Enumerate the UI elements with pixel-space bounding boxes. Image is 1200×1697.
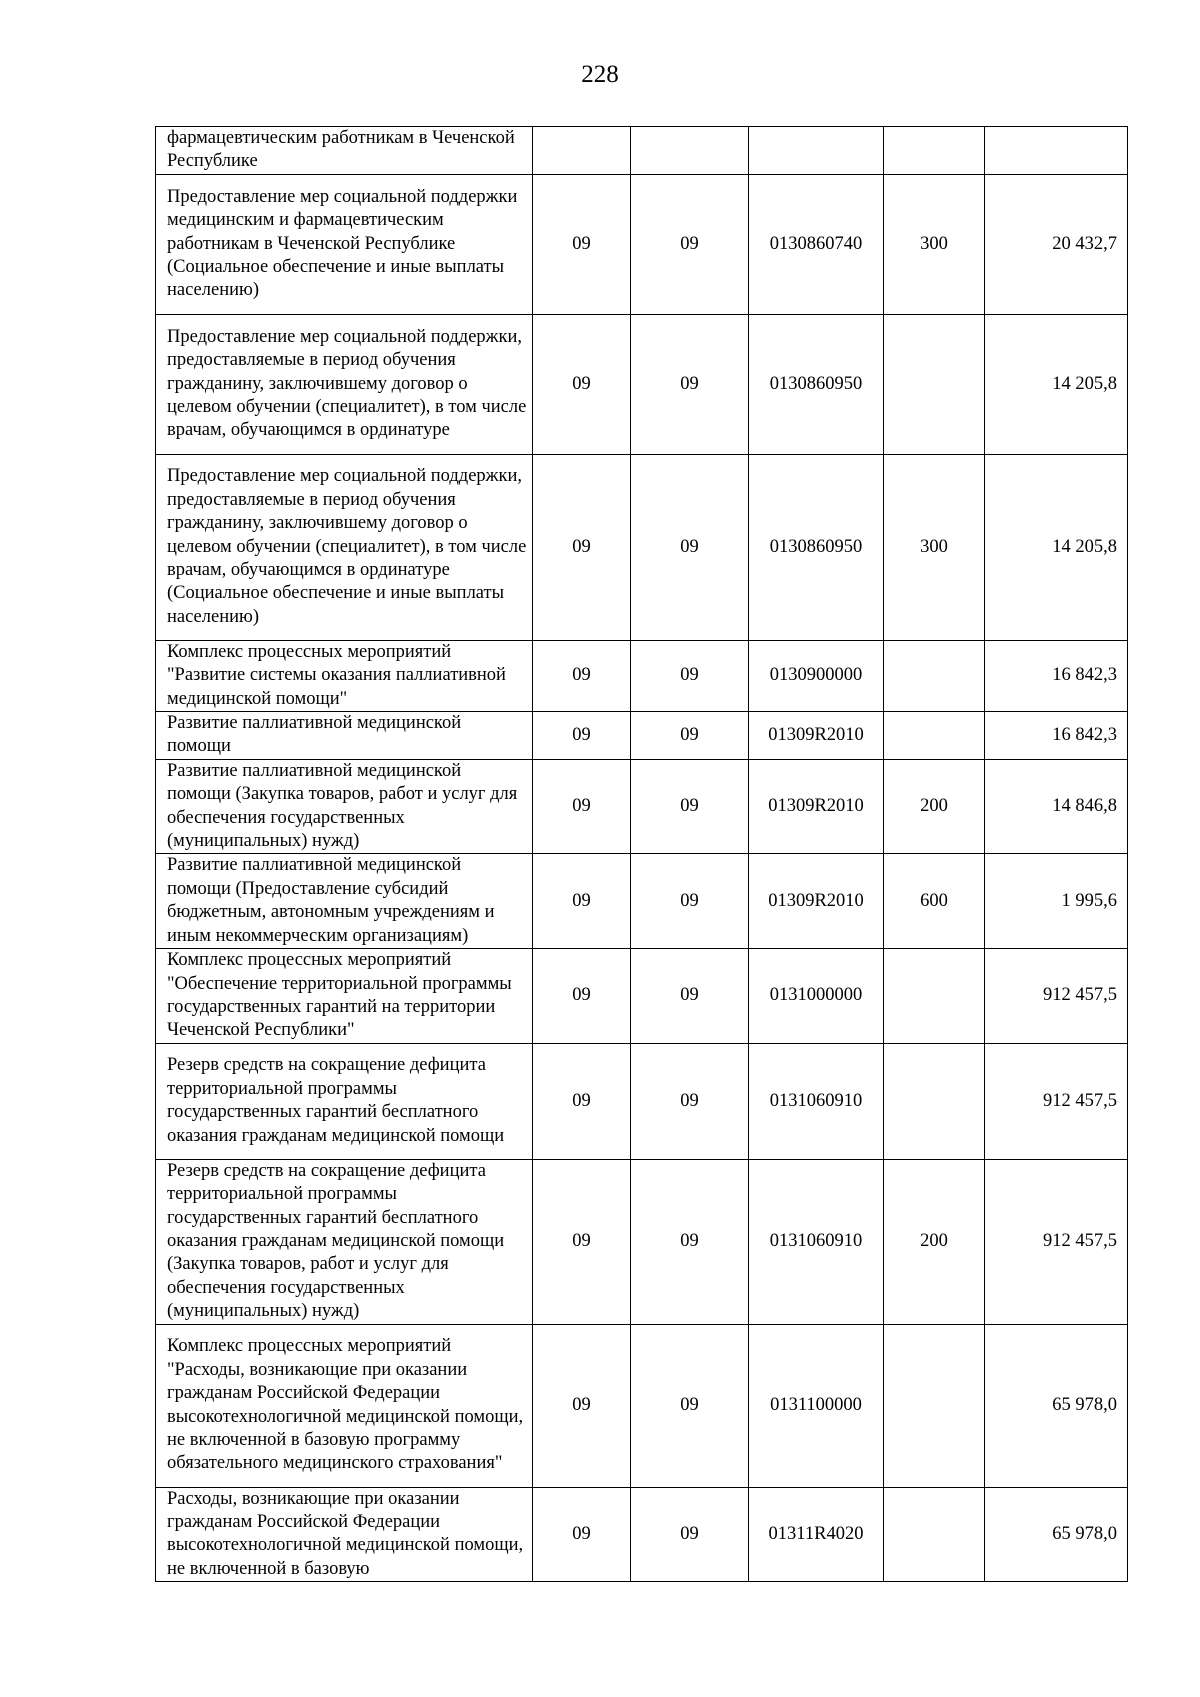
target-article-cell: 01309R2010 xyxy=(749,759,884,854)
subsection-code-cell: 09 xyxy=(631,314,749,454)
table-row xyxy=(156,949,1128,1044)
subsection-code-cell: 09 xyxy=(631,1043,749,1159)
expense-name-cell: фармацевтическим работникам в Чеченской Республике xyxy=(156,127,533,175)
subsection-code-cell: 09 xyxy=(631,854,749,949)
expense-type-cell xyxy=(884,640,985,711)
expense-name-cell: Предоставление мер социальной поддержки, предоставляемые в период обучения гражданину, заключившему договор о целевом обучении (специалитет), в том числе врачам, обучающимся в ординатуре xyxy=(156,314,533,454)
section-code-cell: 09 xyxy=(533,1043,631,1159)
table-row xyxy=(156,712,1128,760)
subsection-code-cell: 09 xyxy=(631,712,749,760)
table-row xyxy=(156,854,1128,949)
expense-type-cell xyxy=(884,1043,985,1159)
amount-cell: 912 457,5 xyxy=(985,1159,1128,1324)
expense-type-cell xyxy=(884,1487,985,1582)
page-number: 228 xyxy=(581,61,619,88)
subsection-code-cell xyxy=(631,127,749,175)
expense-type-cell: 300 xyxy=(884,454,985,640)
amount-cell: 912 457,5 xyxy=(985,949,1128,1044)
subsection-code-cell: 09 xyxy=(631,1159,749,1324)
subsection-code-cell: 09 xyxy=(631,949,749,1044)
amount-cell: 65 978,0 xyxy=(985,1324,1128,1487)
section-code-cell: 09 xyxy=(533,759,631,854)
section-code-cell: 09 xyxy=(533,1487,631,1582)
amount-cell: 1 995,6 xyxy=(985,854,1128,949)
target-article-cell: 01311R4020 xyxy=(749,1487,884,1582)
target-article-cell: 0130860950 xyxy=(749,314,884,454)
section-code-cell: 09 xyxy=(533,1159,631,1324)
target-article-cell: 01309R2010 xyxy=(749,712,884,760)
section-code-cell: 09 xyxy=(533,454,631,640)
expense-type-cell: 600 xyxy=(884,854,985,949)
expense-type-cell xyxy=(884,712,985,760)
expense-type-cell: 200 xyxy=(884,759,985,854)
subsection-code-cell: 09 xyxy=(631,1487,749,1582)
target-article-cell: 0131060910 xyxy=(749,1159,884,1324)
expense-name-cell: Комплекс процессных мероприятий "Расходы, возникающие при оказании гражданам Российской Федерации высокотехнологичной медицинской помощи, не включенной в базовую программу обязательного медицинского страхования" xyxy=(156,1324,533,1487)
section-code-cell: 09 xyxy=(533,314,631,454)
expense-type-cell: 200 xyxy=(884,1159,985,1324)
expense-name-cell: Развитие паллиативной медицинской помощи xyxy=(156,712,533,760)
target-article-cell: 0130860740 xyxy=(749,174,884,314)
target-article-cell: 0131100000 xyxy=(749,1324,884,1487)
budget-table xyxy=(155,126,1128,1582)
table-row xyxy=(156,454,1128,640)
expense-name-cell: Расходы, возникающие при оказании гражданам Российской Федерации высокотехнологичной медицинской помощи, не включенной в базовую xyxy=(156,1487,533,1582)
expense-name-cell: Развитие паллиативной медицинской помощи (Закупка товаров, работ и услуг для обеспечения государственных (муниципальных) нужд) xyxy=(156,759,533,854)
target-article-cell: 0130860950 xyxy=(749,454,884,640)
section-code-cell xyxy=(533,127,631,175)
target-article-cell: 0131060910 xyxy=(749,1043,884,1159)
expense-name-cell: Развитие паллиативной медицинской помощи (Предоставление субсидий бюджетным, автономным учреждениям и иным некоммерческим организациям) xyxy=(156,854,533,949)
subsection-code-cell: 09 xyxy=(631,174,749,314)
table-row xyxy=(156,1043,1128,1159)
table-row xyxy=(156,314,1128,454)
expense-name-cell: Комплекс процессных мероприятий "Развитие системы оказания паллиативной медицинской помощи" xyxy=(156,640,533,711)
subsection-code-cell: 09 xyxy=(631,454,749,640)
target-article-cell: 0130900000 xyxy=(749,640,884,711)
table-row xyxy=(156,127,1128,175)
expense-name-cell: Предоставление мер социальной поддержки медицинским и фармацевтическим работникам в Чеченской Республике (Социальное обеспечение и иные выплаты населению) xyxy=(156,174,533,314)
expense-type-cell xyxy=(884,314,985,454)
amount-cell: 14 205,8 xyxy=(985,314,1128,454)
amount-cell: 65 978,0 xyxy=(985,1487,1128,1582)
amount-cell xyxy=(985,127,1128,175)
table-row xyxy=(156,1487,1128,1582)
amount-cell: 16 842,3 xyxy=(985,712,1128,760)
section-code-cell: 09 xyxy=(533,949,631,1044)
target-article-cell: 0131000000 xyxy=(749,949,884,1044)
amount-cell: 912 457,5 xyxy=(985,1043,1128,1159)
table-row xyxy=(156,640,1128,711)
expense-type-cell xyxy=(884,127,985,175)
expense-type-cell xyxy=(884,1324,985,1487)
subsection-code-cell: 09 xyxy=(631,640,749,711)
expense-type-cell xyxy=(884,949,985,1044)
table-row xyxy=(156,174,1128,314)
amount-cell: 20 432,7 xyxy=(985,174,1128,314)
subsection-code-cell: 09 xyxy=(631,1324,749,1487)
target-article-cell: 01309R2010 xyxy=(749,854,884,949)
expense-type-cell: 300 xyxy=(884,174,985,314)
section-code-cell: 09 xyxy=(533,712,631,760)
section-code-cell: 09 xyxy=(533,174,631,314)
table-row xyxy=(156,759,1128,854)
amount-cell: 14 205,8 xyxy=(985,454,1128,640)
table-row xyxy=(156,1324,1128,1487)
amount-cell: 16 842,3 xyxy=(985,640,1128,711)
target-article-cell xyxy=(749,127,884,175)
section-code-cell: 09 xyxy=(533,640,631,711)
expense-name-cell: Резерв средств на сокращение дефицита территориальной программы государственных гарантий бесплатного оказания гражданам медицинской помощи (Закупка товаров, работ и услуг для обеспечения государственных (муниципальных) нужд) xyxy=(156,1159,533,1324)
table-body xyxy=(156,127,1128,1582)
expense-name-cell: Предоставление мер социальной поддержки, предоставляемые в период обучения гражданину, заключившему договор о целевом обучении (специалитет), в том числе врачам, обучающимся в ординатуре (Социальное обеспечение и иные выплаты населению) xyxy=(156,454,533,640)
section-code-cell: 09 xyxy=(533,854,631,949)
subsection-code-cell: 09 xyxy=(631,759,749,854)
table-row xyxy=(156,1159,1128,1324)
section-code-cell: 09 xyxy=(533,1324,631,1487)
expense-name-cell: Резерв средств на сокращение дефицита территориальной программы государственных гарантий бесплатного оказания гражданам медицинской помощи xyxy=(156,1043,533,1159)
amount-cell: 14 846,8 xyxy=(985,759,1128,854)
expense-name-cell: Комплекс процессных мероприятий "Обеспечение территориальной программы государственных гарантий на территории Чеченской Республики" xyxy=(156,949,533,1044)
